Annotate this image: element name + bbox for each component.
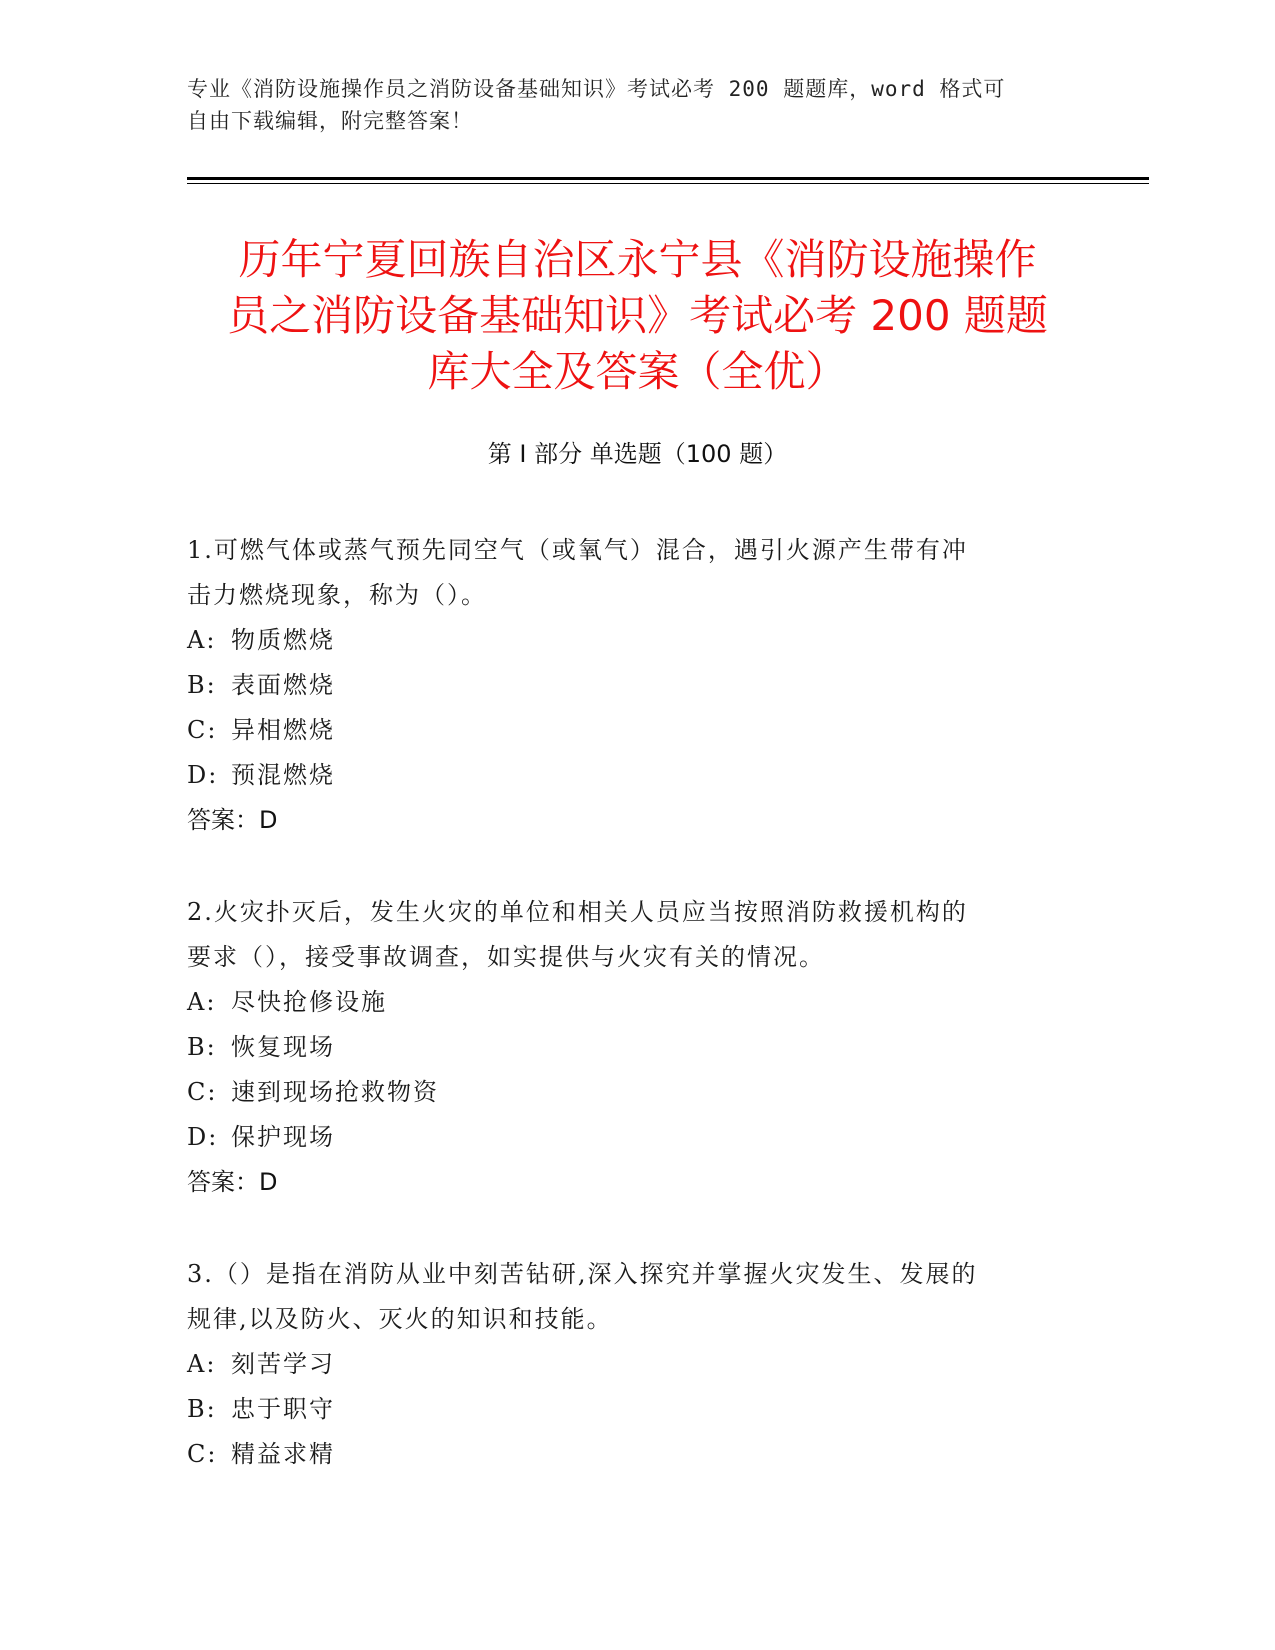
- question-3: [187, 1252, 1067, 1477]
- intro-paragraph: [187, 73, 1067, 137]
- option-letter: B:: [187, 1395, 217, 1423]
- option-letter: D:: [187, 1123, 219, 1151]
- option-text: 尽快抢修设施: [231, 988, 387, 1016]
- option-text: 刻苦学习: [231, 1350, 335, 1378]
- title-line-3: 库大全及答案（全优）: [427, 347, 848, 396]
- option-text: 忠于职守: [231, 1395, 335, 1423]
- question-text: [187, 528, 1067, 618]
- option-text: 异相燃烧: [231, 716, 335, 744]
- intro-line-2: 自由下载编辑，附完整答案！: [187, 109, 473, 133]
- option-letter: C:: [187, 1440, 218, 1468]
- option-b: [187, 1387, 1067, 1432]
- question-text: [187, 890, 1067, 980]
- answer-line: 答案：D: [187, 806, 278, 834]
- option-d: [187, 1115, 1067, 1160]
- option-letter: D:: [187, 761, 219, 789]
- option-text: 精益求精: [231, 1440, 335, 1468]
- title-line-2: 员之消防设备基础知识》考试必考 200 题题: [227, 291, 1048, 340]
- title-line-1: 历年宁夏回族自治区永宁县《消防设施操作: [238, 235, 1037, 284]
- option-letter: A:: [187, 626, 217, 654]
- option-a: [187, 618, 1067, 663]
- option-letter: B:: [187, 671, 217, 699]
- question-1: [187, 528, 1067, 843]
- option-text: 预混燃烧: [231, 761, 335, 789]
- question-text-line-1: 3.（）是指在消防从业中刻苦钻研,深入探究并掌握火灾发生、发展的: [187, 1260, 978, 1288]
- option-text: 恢复现场: [231, 1033, 335, 1061]
- header-rule-thick: [187, 177, 1149, 180]
- option-c: [187, 708, 1067, 753]
- option-letter: C:: [187, 1078, 218, 1106]
- question-text-line-2: 要求（），接受事故调查，如实提供与火灾有关的情况。: [187, 943, 825, 971]
- option-text: 物质燃烧: [231, 626, 335, 654]
- document-title: [180, 232, 1095, 400]
- question-list: [187, 528, 1067, 1524]
- option-a: [187, 1342, 1067, 1387]
- option-a: [187, 980, 1067, 1025]
- option-b: [187, 1025, 1067, 1070]
- option-b: [187, 663, 1067, 708]
- intro-line-1: 专业《消防设施操作员之消防设备基础知识》考试必考 200 题题库，word 格式可: [187, 77, 1006, 101]
- option-c: [187, 1070, 1067, 1115]
- question-text-line-2: 规律,以及防火、灭火的知识和技能。: [187, 1305, 613, 1333]
- option-text: 速到现场抢救物资: [231, 1078, 439, 1106]
- section-heading: 第 I 部分 单选题（100 题）: [487, 440, 788, 468]
- option-text: 表面燃烧: [231, 671, 335, 699]
- question-2: [187, 890, 1067, 1205]
- question-text-line-1: 2.火灾扑灭后，发生火灾的单位和相关人员应当按照消防救援机构的: [187, 898, 968, 926]
- question-text-line-1: 1.可燃气体或蒸气预先同空气（或氧气）混合，遇引火源产生带有冲: [187, 536, 968, 564]
- option-d: [187, 753, 1067, 798]
- option-c: [187, 1432, 1067, 1477]
- question-text: [187, 1252, 1067, 1342]
- question-text-line-2: 击力燃烧现象，称为（）。: [187, 581, 487, 609]
- header-rule-thin: [187, 183, 1149, 184]
- option-letter: A:: [187, 1350, 217, 1378]
- option-letter: A:: [187, 988, 217, 1016]
- option-letter: C:: [187, 716, 218, 744]
- option-text: 保护现场: [231, 1123, 335, 1151]
- answer-line: 答案：D: [187, 1168, 278, 1196]
- option-letter: B:: [187, 1033, 217, 1061]
